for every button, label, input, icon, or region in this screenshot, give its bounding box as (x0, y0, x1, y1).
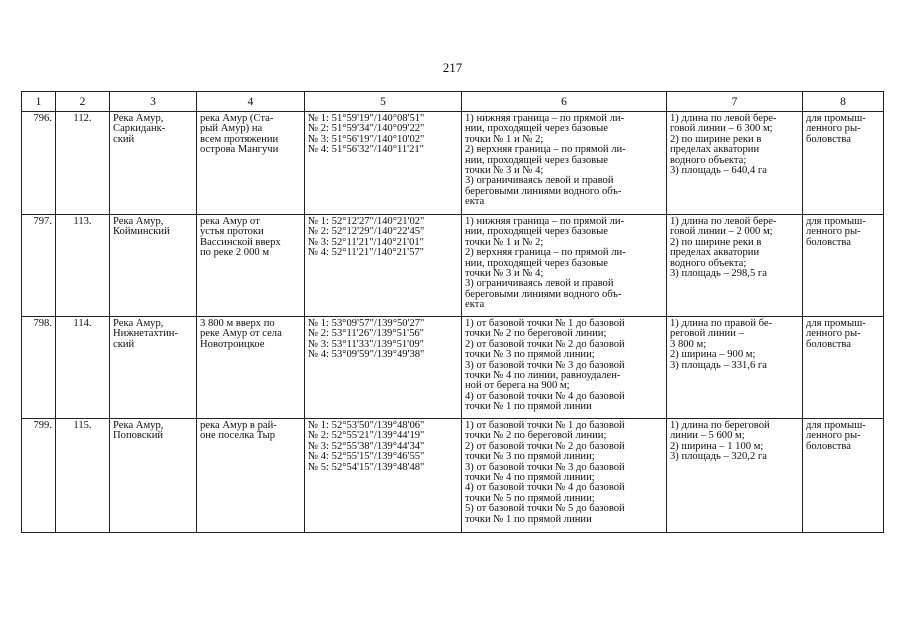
cell-boundaries-line: нии, проходящей через базовые (465, 226, 608, 238)
column-header-1: 1 (22, 92, 56, 112)
cell-area-size-line: пределах акватории (670, 144, 760, 156)
cell-coordinates-line: № 4: 51°56'32"/140°11'21" (308, 144, 424, 156)
cell-area-description-line: река Амур (Ста- (200, 113, 274, 124)
cell-area-name-line: Поповский (113, 430, 164, 442)
cell-purpose (803, 112, 884, 215)
cell-boundaries-line: 2) верхняя граница – по прямой ли- (465, 144, 626, 156)
cell-boundaries-line: 3) ограничиваясь левой и правой (465, 175, 614, 187)
cell-boundaries-line: 2) от базовой точки № 2 до базовой (465, 338, 625, 350)
cell-boundaries-line: точки № 3 по прямой линии; (465, 451, 595, 463)
cell-coordinates (305, 112, 462, 215)
table-header (22, 92, 884, 112)
cell-area-description-line: река Амур от (200, 216, 260, 227)
column-header-3: 3 (110, 92, 197, 112)
cell-area-size-line: 3) площадь – 320,2 га (670, 451, 767, 463)
cell-purpose (803, 419, 884, 533)
cell-area-name (110, 112, 197, 215)
cell-coordinates-line: № 2: 51°59'34"/140°09'22" (308, 123, 425, 135)
cell-area-description-line: Новотроицкое (200, 338, 265, 350)
cell-boundaries-line: 3) от базовой точки № 3 до базовой (465, 359, 625, 371)
cell-purpose-line: для промыш- (806, 420, 866, 431)
cell-boundaries (462, 112, 667, 215)
cell-purpose (803, 317, 884, 419)
column-header-4: 4 (197, 92, 305, 112)
cell-boundaries-line: точки № 4 по прямой линии; (465, 472, 595, 484)
cell-area-size-line: 3) площадь – 640,4 га (670, 165, 767, 177)
cell-coordinates-line: № 2: 52°12'29"/140°22'45" (308, 226, 425, 238)
cell-boundaries-line: 4) от базовой точки № 4 до базовой (465, 390, 625, 402)
cell-boundaries-line: екта (465, 299, 485, 311)
cell-boundaries-line: точки № 1 по прямой линии (465, 513, 592, 525)
cell-area-size-line: пределах акватории (670, 247, 760, 259)
cell-boundaries-line: 5) от базовой точки № 5 до базовой (465, 503, 625, 515)
table-row (22, 112, 884, 215)
cell-area-size-line: 1) длина по правой бе- (670, 318, 773, 329)
cell-boundaries-line: точки № 2 по береговой линии; (465, 328, 607, 340)
cell-boundaries-line: береговыми линиями водного объ- (465, 288, 622, 300)
cell-area-size-line: 2) ширина – 900 м; (670, 349, 756, 361)
cell-boundaries-line: береговыми линиями водного объ- (465, 185, 622, 197)
cell-row-number: 797. (22, 215, 56, 317)
cell-area-size (667, 317, 803, 419)
cell-coordinates-line: № 3: 51°56'19"/140°10'02" (308, 133, 425, 145)
cell-sub-number: 112. (56, 112, 110, 215)
cell-area-description-line: Вассинской вверх (200, 236, 281, 248)
cell-boundaries-line: 3) ограничиваясь левой и правой (465, 278, 614, 290)
cell-boundaries-line: 4) от базовой точки № 4 до базовой (465, 482, 625, 494)
cell-boundaries-line: нии, проходящей через базовые (465, 257, 608, 269)
cell-area-description (197, 419, 305, 533)
cell-boundaries-line: 1) нижняя граница – по прямой ли- (465, 113, 625, 124)
cell-area-size-line: 2) по ширине реки в (670, 133, 762, 145)
cell-area-description-line: река Амур в рай- (200, 420, 277, 431)
cell-area-description-line: всем протяжении (200, 133, 279, 145)
page-number: 217 (442, 60, 463, 75)
cell-area-name (110, 215, 197, 317)
cell-boundaries-line: точки № 1 и № 2; (465, 133, 544, 145)
cell-area-size (667, 215, 803, 317)
cell-purpose-line: боловства (806, 338, 851, 350)
cell-area-name-line: ский (113, 338, 135, 350)
fishing-areas-table (21, 91, 884, 533)
cell-purpose-line: ленного ры- (806, 226, 861, 238)
cell-boundaries-line: точки № 4 по линии, равноудален- (465, 370, 621, 382)
cell-boundaries-line: точки № 2 по береговой линии; (465, 430, 607, 442)
cell-coordinates-line: № 5: 52°54'15"/139°48'48" (308, 461, 425, 473)
cell-coordinates-line: № 4: 53°09'59"/139°49'38" (308, 349, 425, 361)
cell-area-size-line: говой линии – 2 000 м; (670, 226, 773, 238)
cell-boundaries-line: 1) от базовой точки № 1 до базовой (465, 420, 625, 431)
cell-area-name-line: Река Амур, (113, 420, 164, 431)
cell-purpose-line: для промыш- (806, 318, 866, 329)
table-row (22, 317, 884, 419)
cell-boundaries (462, 317, 667, 419)
cell-boundaries-line: нии, проходящей через базовые (465, 123, 608, 135)
cell-area-description (197, 112, 305, 215)
table-row (22, 215, 884, 317)
cell-row-number: 796. (22, 112, 56, 215)
cell-sub-number: 114. (56, 317, 110, 419)
cell-area-size-line: 1) длина по левой бере- (670, 216, 777, 227)
cell-boundaries-line: 3) от базовой точки № 3 до базовой (465, 461, 625, 473)
column-header-5: 5 (305, 92, 462, 112)
cell-boundaries-line: екта (465, 196, 485, 208)
cell-purpose-line: для промыш- (806, 113, 866, 124)
cell-boundaries-line: точки № 3 по прямой линии; (465, 349, 595, 361)
cell-area-description-line: оне поселка Тыр (200, 430, 276, 442)
cell-boundaries-line: 2) верхняя граница – по прямой ли- (465, 247, 626, 259)
cell-purpose-line: ленного ры- (806, 123, 861, 135)
table-row (22, 419, 884, 533)
cell-area-description-line: 3 800 м вверх по (200, 318, 275, 329)
cell-area-size-line: 3) площадь – 331,6 га (670, 359, 767, 371)
cell-coordinates-line: № 4: 52°11'21"/140°21'57" (308, 247, 424, 259)
cell-purpose (803, 215, 884, 317)
cell-area-size-line: линии – 5 600 м; (670, 430, 745, 442)
cell-purpose-line: боловства (806, 236, 851, 248)
cell-coordinates-line: № 1: 52°53'50"/139°48'06" (308, 420, 425, 431)
cell-area-name-line: Река Амур, (113, 318, 164, 329)
cell-area-size-line: говой линии – 6 300 м; (670, 123, 773, 135)
cell-boundaries-line: точки № 1 по прямой линии (465, 401, 592, 413)
cell-boundaries-line: ной от берега на 900 м; (465, 380, 570, 392)
cell-coordinates (305, 215, 462, 317)
cell-area-description-line: реке Амур от села (200, 328, 282, 340)
cell-area-size-line: 2) по ширине реки в (670, 236, 762, 248)
cell-boundaries-line: точки № 1 и № 2; (465, 236, 544, 248)
column-header-2: 2 (56, 92, 110, 112)
cell-purpose-line: для промыш- (806, 216, 866, 227)
table-body (22, 112, 884, 533)
cell-sub-number: 115. (56, 419, 110, 533)
cell-area-name-line: Саркиданк- (113, 123, 166, 135)
cell-area-name-line: Река Амур, (113, 216, 164, 227)
cell-boundaries-line: 1) нижняя граница – по прямой ли- (465, 216, 625, 227)
cell-area-description (197, 215, 305, 317)
cell-coordinates-line: № 1: 52°12'27"/140°21'02" (308, 216, 425, 227)
cell-area-description-line: по реке 2 000 м (200, 247, 270, 259)
cell-area-name-line: ский (113, 133, 135, 145)
cell-coordinates (305, 317, 462, 419)
cell-area-description (197, 317, 305, 419)
cell-coordinates-line: № 3: 52°11'21"/140°21'01" (308, 236, 424, 248)
cell-row-number: 799. (22, 419, 56, 533)
cell-area-size-line: 1) длина по береговой (670, 420, 770, 431)
cell-boundaries-line: 1) от базовой точки № 1 до базовой (465, 318, 625, 329)
cell-area-size-line: 3 800 м; (670, 338, 707, 350)
cell-boundaries (462, 215, 667, 317)
cell-row-number: 798. (22, 317, 56, 419)
cell-purpose-line: ленного ры- (806, 328, 861, 340)
cell-coordinates-line: № 2: 53°11'26"/139°51'56" (308, 328, 424, 340)
cell-area-name-line: Нижнетахтин- (113, 328, 179, 340)
cell-coordinates-line: № 1: 51°59'19"/140°08'51" (308, 113, 425, 124)
cell-area-description-line: устья протоки (200, 226, 264, 238)
cell-boundaries-line: точки № 3 и № 4; (465, 165, 544, 177)
cell-area-size (667, 419, 803, 533)
cell-area-name (110, 419, 197, 533)
cell-area-description-line: рый Амур) на (200, 123, 263, 135)
cell-area-size-line: 1) длина по левой бере- (670, 113, 777, 124)
cell-area-size (667, 112, 803, 215)
cell-coordinates-line: № 2: 52°55'21"/139°44'19" (308, 430, 425, 442)
cell-boundaries-line: нии, проходящей через базовые (465, 154, 608, 166)
cell-boundaries-line: точки № 5 по прямой линии; (465, 492, 595, 504)
cell-coordinates-line: № 3: 53°11'33"/139°51'09" (308, 338, 424, 350)
cell-coordinates-line: № 3: 52°55'38"/139°44'34" (308, 440, 425, 452)
cell-purpose-line: боловства (806, 440, 851, 452)
cell-purpose-line: боловства (806, 133, 851, 145)
cell-area-size-line: 2) ширина – 1 100 м; (670, 440, 764, 452)
cell-area-size-line: 3) площадь – 298,5 га (670, 268, 767, 280)
column-header-8: 8 (803, 92, 884, 112)
cell-area-name (110, 317, 197, 419)
cell-area-name-line: Койминский (113, 226, 170, 238)
cell-boundaries-line: точки № 3 и № 4; (465, 268, 544, 280)
cell-boundaries (462, 419, 667, 533)
column-header-7: 7 (667, 92, 803, 112)
cell-area-size-line: водного объекта; (670, 154, 747, 166)
cell-sub-number: 113. (56, 215, 110, 317)
cell-boundaries-line: 2) от базовой точки № 2 до базовой (465, 440, 625, 452)
cell-area-description-line: острова Мангучи (200, 144, 279, 156)
cell-purpose-line: ленного ры- (806, 430, 861, 442)
cell-coordinates (305, 419, 462, 533)
cell-area-name-line: Река Амур, (113, 113, 164, 124)
cell-area-size-line: водного объекта; (670, 257, 747, 269)
cell-coordinates-line: № 1: 53°09'57"/139°50'27" (308, 318, 425, 329)
cell-coordinates-line: № 4: 52°55'15"/139°46'55" (308, 451, 425, 463)
column-header-6: 6 (462, 92, 667, 112)
cell-area-size-line: реговой линии – (670, 328, 744, 340)
